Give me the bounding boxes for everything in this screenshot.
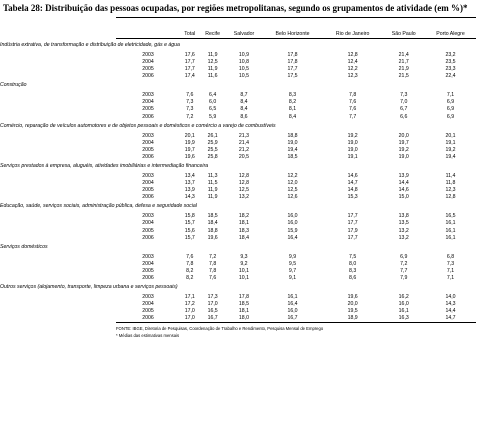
value-cell: 19,6 (207, 234, 218, 241)
table-row (116, 139, 476, 146)
value-cell: 17,1 (184, 294, 195, 301)
table-row (116, 169, 476, 179)
year-cell: 2005 (142, 66, 154, 73)
value-cell: 16,0 (287, 308, 298, 315)
table-row (116, 98, 476, 105)
value-cell: 7,1 (446, 92, 455, 99)
table-row (116, 274, 476, 281)
section-row (116, 120, 476, 129)
year-cell: 2003 (142, 92, 154, 99)
table-row (116, 300, 476, 307)
year-cell: 2003 (142, 294, 154, 301)
value-cell: 7,5 (349, 253, 357, 260)
value-cell: 21,7 (398, 58, 409, 65)
value-cell: 7,3 (186, 99, 194, 106)
value-cell: 16,3 (382, 315, 425, 323)
year-cell: 2006 (142, 194, 154, 201)
value-cell: 6,9 (446, 113, 455, 120)
year-cell: 2004 (142, 180, 154, 187)
value-cell: 7,9 (400, 275, 408, 282)
value-cell: 14,8 (347, 187, 358, 194)
year-cell: 2006 (116, 315, 180, 323)
footer-note: * Médias das estimativas mensais (116, 333, 180, 338)
value-cell: 18,5 (287, 153, 298, 160)
value-cell: 16,0 (287, 220, 298, 227)
column-header: Porto Alegre (425, 18, 476, 39)
table-row (116, 129, 476, 139)
value-cell: 19,0 (347, 146, 358, 153)
value-cell: 17,8 (287, 51, 298, 58)
table-row (116, 234, 476, 241)
table-row (116, 260, 476, 267)
table-row (116, 267, 476, 274)
table-row (116, 153, 476, 160)
value-cell: 13,4 (184, 173, 195, 180)
table-row (116, 58, 476, 65)
value-cell: 7,8 (209, 260, 217, 267)
table-row (116, 48, 476, 58)
value-cell: 15,3 (347, 194, 358, 201)
table-title: Tabela 28: Distribuição das pessoas ocupadas, por regiões metropolitanas, segundo os grupamentos de atividade (em %)* (3, 3, 468, 13)
value-cell: 7,3 (400, 92, 408, 99)
header-row (116, 18, 476, 39)
value-cell: 16,7 (200, 315, 226, 323)
value-cell: 6,0 (209, 99, 217, 106)
value-cell: 17,3 (207, 294, 218, 301)
table-row (116, 72, 476, 79)
column-header: Total (180, 18, 200, 39)
value-cell: 16,2 (398, 294, 409, 301)
section-row (116, 160, 476, 169)
value-cell: 14,3 (445, 301, 456, 308)
table-row (116, 106, 476, 113)
value-cell: 9,7 (288, 267, 297, 274)
year-cell: 2004 (142, 260, 154, 267)
value-cell: 18,1 (238, 308, 250, 315)
section-label: Outros serviços (alojamento, transporte, limpeza urbana e serviços pessoais) (0, 284, 178, 291)
value-cell: 21,5 (398, 73, 409, 80)
section-label: Serviços domésticos (0, 243, 48, 250)
value-cell: 6,9 (446, 99, 455, 106)
table-row (116, 65, 476, 72)
table-row (116, 186, 476, 193)
table-row (116, 146, 476, 153)
value-cell: 16,1 (445, 234, 456, 241)
value-cell: 7,1 (446, 267, 455, 274)
value-cell: 7,6 (186, 253, 194, 260)
value-cell: 11,9 (207, 194, 218, 201)
value-cell: 14,4 (398, 180, 409, 187)
section-label: Indústria extrativa, de transformação e distribuição de eletricidade, gás e água (0, 41, 180, 48)
value-cell: 25,5 (207, 146, 218, 153)
value-cell: 6,5 (209, 106, 217, 113)
year-cell: 2006 (142, 234, 154, 241)
value-cell: 16,1 (287, 294, 298, 301)
year-cell: 2005 (142, 308, 154, 315)
value-cell: 14,6 (398, 187, 409, 194)
value-cell: 6,8 (446, 253, 455, 260)
value-cell: 10,8 (238, 58, 250, 65)
value-cell: 9,3 (240, 253, 248, 260)
value-cell: 17,7 (287, 66, 298, 73)
value-cell: 15,6 (184, 227, 195, 234)
value-cell: 18,9 (323, 315, 383, 323)
value-cell: 12,8 (347, 51, 358, 58)
value-cell: 21,4 (238, 139, 250, 146)
value-cell: 15,7 (184, 220, 195, 227)
value-cell: 26,1 (207, 132, 218, 139)
table-row (116, 210, 476, 220)
value-cell: 8,2 (186, 275, 194, 282)
value-cell: 8,4 (240, 106, 248, 113)
section-row (116, 201, 476, 210)
column-header: Salvador (226, 18, 262, 39)
value-cell: 8,4 (288, 113, 297, 120)
value-cell: 21,2 (238, 146, 250, 153)
value-cell: 14,7 (347, 180, 358, 187)
value-cell: 17,7 (347, 234, 358, 241)
value-cell: 8,7 (240, 92, 248, 99)
value-cell: 12,2 (347, 66, 358, 73)
value-cell: 25,8 (207, 153, 218, 160)
value-cell: 21,3 (238, 132, 250, 139)
value-cell: 6,7 (400, 106, 408, 113)
value-cell: 19,4 (287, 146, 298, 153)
section-label: Construção (0, 82, 27, 89)
value-cell: 7,7 (349, 113, 357, 120)
value-cell: 7,8 (186, 260, 194, 267)
value-cell: 20,1 (184, 132, 195, 139)
value-cell: 19,2 (398, 146, 409, 153)
value-cell: 13,2 (398, 234, 409, 241)
value-cell: 17,8 (238, 294, 250, 301)
value-cell: 16,4 (287, 301, 298, 308)
value-cell: 16,1 (445, 227, 456, 234)
value-cell: 8,6 (349, 275, 357, 282)
value-cell: 19,7 (184, 146, 195, 153)
section-row (116, 241, 476, 250)
value-cell: 16,5 (207, 308, 218, 315)
value-cell: 17,5 (287, 73, 298, 80)
table-row (116, 250, 476, 260)
value-cell: 23,3 (445, 66, 456, 73)
table-row (116, 88, 476, 98)
value-cell: 12,0 (287, 180, 298, 187)
value-cell: 17,8 (287, 58, 298, 65)
value-cell: 16,0 (398, 301, 409, 308)
value-cell: 15,7 (184, 234, 195, 241)
column-header: São Paulo (382, 18, 425, 39)
value-cell: 18,4 (238, 234, 250, 241)
column-header: Belo Horizonte (262, 18, 323, 39)
value-cell: 14,6 (347, 173, 358, 180)
section-row (116, 281, 476, 290)
value-cell: 14,4 (445, 308, 456, 315)
value-cell: 13,8 (398, 213, 409, 220)
value-cell: 17,9 (347, 227, 358, 234)
section-label: Educação, saúde, serviços sociais, administração pública, defesa e seguridade social (0, 203, 197, 210)
value-cell: 12,5 (207, 58, 218, 65)
value-cell: 16,5 (445, 213, 456, 220)
value-cell: 8,1 (288, 106, 297, 113)
value-cell: 13,7 (184, 180, 195, 187)
footer-source: FONTE: IBGE, Diretoria de Pesquisas, Coordenação de Trabalho e Rendimento, Pesquisa Mensal de Emprego (116, 326, 324, 331)
value-cell: 7,2 (400, 260, 408, 267)
year-cell: 2006 (142, 153, 154, 160)
value-cell: 20,5 (238, 153, 250, 160)
value-cell: 15,8 (184, 213, 195, 220)
value-cell: 10,5 (238, 66, 250, 73)
value-cell: 21,9 (398, 66, 409, 73)
value-cell: 19,5 (347, 308, 358, 315)
value-cell: 14,0 (445, 294, 456, 301)
value-cell: 12,8 (238, 173, 250, 180)
value-cell: 15,9 (287, 227, 298, 234)
value-cell: 9,1 (288, 275, 297, 282)
value-cell: 16,0 (287, 213, 298, 220)
value-cell: 8,4 (240, 99, 248, 106)
value-cell: 18,5 (207, 213, 218, 220)
value-cell: 19,1 (347, 153, 358, 160)
table-row (116, 220, 476, 227)
value-cell: 16,1 (398, 308, 409, 315)
year-cell: 2004 (142, 139, 154, 146)
year-cell: 2005 (142, 106, 154, 113)
value-cell: 19,2 (445, 146, 456, 153)
value-cell: 7,8 (209, 267, 217, 274)
value-cell: 18,4 (207, 220, 218, 227)
value-cell: 15,0 (398, 194, 409, 201)
year-cell: 2005 (142, 187, 154, 194)
value-cell: 12,8 (445, 194, 456, 201)
value-cell: 11,5 (207, 180, 218, 187)
table-row (116, 315, 476, 323)
section-row (116, 39, 476, 49)
value-cell: 7,3 (446, 260, 455, 267)
value-cell: 17,0 (184, 308, 195, 315)
value-cell: 11,9 (207, 66, 218, 73)
value-cell: 19,7 (398, 139, 409, 146)
data-table (0, 17, 476, 323)
value-cell: 19,0 (347, 139, 358, 146)
value-cell: 7,3 (186, 106, 194, 113)
year-cell: 2003 (142, 173, 154, 180)
value-cell: 13,5 (398, 220, 409, 227)
table-row (116, 179, 476, 186)
column-header: Recife (200, 18, 226, 39)
value-cell: 12,3 (445, 187, 456, 194)
value-cell: 18,5 (238, 301, 250, 308)
value-cell: 19,4 (445, 153, 456, 160)
value-cell: 9,5 (288, 260, 297, 267)
value-cell: 10,1 (238, 267, 250, 274)
table-row (116, 307, 476, 314)
year-cell: 2003 (142, 213, 154, 220)
year-cell: 2003 (142, 132, 154, 139)
value-cell: 9,9 (288, 253, 297, 260)
value-cell: 18,8 (287, 132, 298, 139)
value-cell: 13,2 (238, 194, 250, 201)
value-cell: 25,9 (207, 139, 218, 146)
value-cell: 7,6 (349, 106, 357, 113)
year-cell: 2004 (142, 220, 154, 227)
value-cell: 8,2 (288, 99, 297, 106)
year-cell: 2005 (142, 227, 154, 234)
value-cell: 7,1 (446, 275, 455, 282)
value-cell: 19,0 (287, 139, 298, 146)
value-cell: 19,6 (184, 153, 195, 160)
table-row (116, 113, 476, 120)
year-cell: 2006 (142, 113, 154, 120)
year-cell: 2006 (142, 73, 154, 80)
value-cell: 11,8 (445, 180, 456, 187)
value-cell: 8,2 (186, 267, 194, 274)
value-cell: 5,9 (209, 113, 217, 120)
year-cell: 2003 (142, 253, 154, 260)
value-cell: 12,8 (238, 180, 250, 187)
value-cell: 8,0 (349, 260, 357, 267)
value-cell: 6,9 (446, 106, 455, 113)
value-cell: 7,6 (186, 92, 194, 99)
value-cell: 18,1 (238, 220, 250, 227)
value-cell: 17,7 (184, 58, 195, 65)
value-cell: 17,6 (184, 51, 195, 58)
table-row (116, 290, 476, 300)
value-cell: 13,2 (398, 227, 409, 234)
value-cell: 11,6 (207, 73, 218, 80)
value-cell: 17,2 (184, 301, 195, 308)
year-cell: 2004 (142, 99, 154, 106)
value-cell: 7,0 (400, 99, 408, 106)
value-cell: 7,8 (349, 92, 357, 99)
value-cell: 18,0 (226, 315, 262, 323)
value-cell: 11,4 (445, 173, 456, 180)
value-cell: 19,9 (184, 139, 195, 146)
value-cell: 19,0 (398, 153, 409, 160)
value-cell: 12,4 (347, 58, 358, 65)
section-label: Serviços prestados à empresa, aluguéis, atividades imobiliárias e intermediação financeira (0, 162, 209, 169)
value-cell: 6,6 (400, 113, 408, 120)
value-cell: 11,9 (207, 187, 218, 194)
value-cell: 21,4 (398, 51, 409, 58)
value-cell: 7,2 (186, 113, 194, 120)
column-header: Rio de Janeiro (323, 18, 383, 39)
value-cell: 23,5 (445, 58, 456, 65)
table-row (116, 193, 476, 200)
value-cell: 11,3 (207, 173, 218, 180)
value-cell: 17,7 (347, 220, 358, 227)
value-cell: 14,3 (184, 194, 195, 201)
value-cell: 7,6 (349, 99, 357, 106)
value-cell: 6,4 (209, 92, 217, 99)
value-cell: 17,7 (347, 213, 358, 220)
value-cell: 13,9 (184, 187, 195, 194)
year-cell: 2004 (142, 58, 154, 65)
year-cell: 2005 (142, 267, 154, 274)
value-cell: 7,6 (209, 275, 217, 282)
value-cell: 10,9 (238, 51, 250, 58)
value-cell: 12,6 (287, 194, 298, 201)
value-cell: 14,7 (425, 315, 476, 323)
value-cell: 20,0 (398, 132, 409, 139)
value-cell: 22,4 (445, 73, 456, 80)
value-cell: 12,5 (238, 187, 250, 194)
value-cell: 17,0 (207, 301, 218, 308)
value-cell: 6,9 (400, 253, 408, 260)
value-cell: 9,2 (240, 260, 248, 267)
table-row (116, 227, 476, 234)
value-cell: 20,1 (445, 132, 456, 139)
value-cell: 12,2 (287, 173, 298, 180)
value-cell: 20,0 (347, 301, 358, 308)
value-cell: 8,6 (240, 113, 248, 120)
value-cell: 19,2 (347, 132, 358, 139)
value-cell: 18,8 (207, 227, 218, 234)
value-cell: 7,2 (209, 253, 217, 260)
value-cell: 17,7 (184, 66, 195, 73)
value-cell: 10,1 (238, 275, 250, 282)
value-cell: 16,7 (262, 315, 323, 323)
value-cell: 12,3 (347, 73, 358, 80)
value-cell: 17,4 (184, 73, 195, 80)
value-cell: 16,1 (445, 220, 456, 227)
value-cell: 7,7 (400, 267, 408, 274)
value-cell: 10,5 (238, 73, 250, 80)
value-cell: 18,3 (238, 227, 250, 234)
value-cell: 8,3 (288, 92, 297, 99)
year-cell: 2004 (142, 301, 154, 308)
year-cell: 2006 (142, 275, 154, 282)
value-cell: 23,2 (445, 51, 456, 58)
year-cell: 2003 (142, 51, 154, 58)
value-cell: 19,1 (445, 139, 456, 146)
value-cell: 16,4 (287, 234, 298, 241)
value-cell: 11,9 (207, 51, 218, 58)
value-cell: 13,9 (398, 173, 409, 180)
section-row (116, 79, 476, 88)
value-cell: 19,6 (347, 294, 358, 301)
value-cell: 12,5 (287, 187, 298, 194)
value-cell: 17,0 (180, 315, 200, 323)
value-cell: 8,3 (349, 267, 357, 274)
section-label: Comércio, reparação de veículos automotores e de objetos pessoais e domésticos e comércio a varejo de combustíveis (0, 122, 276, 129)
year-cell: 2005 (142, 146, 154, 153)
header-year-cell (116, 18, 180, 39)
value-cell: 18,2 (238, 213, 250, 220)
